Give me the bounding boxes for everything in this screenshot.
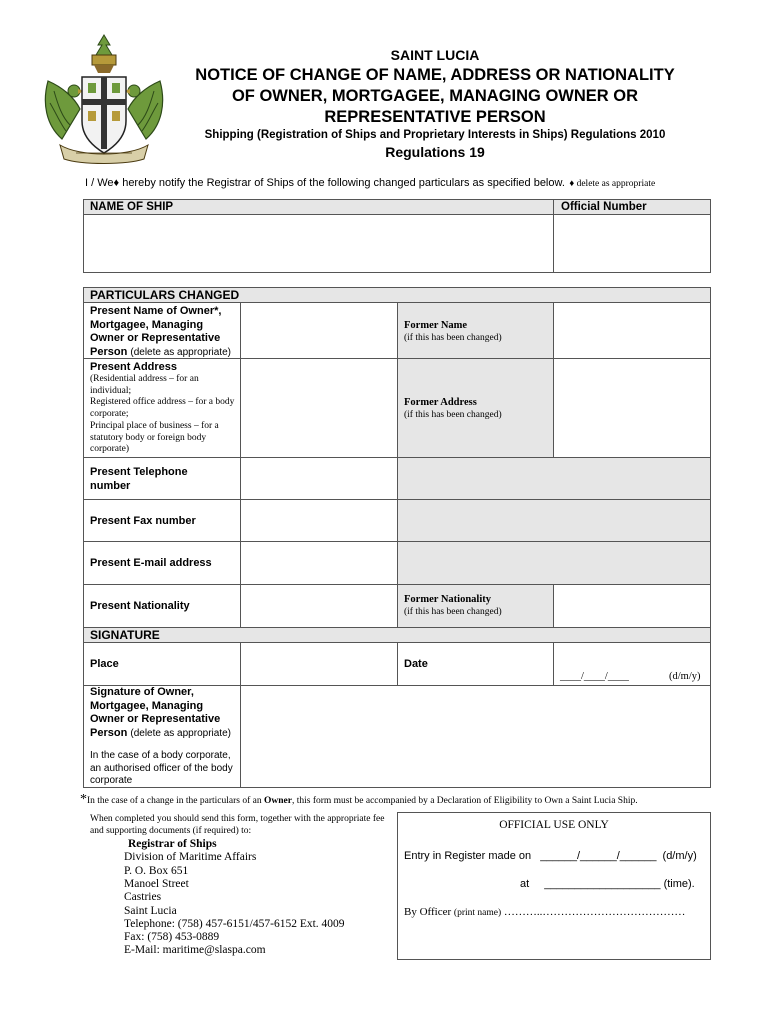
telephone-field[interactable] [241, 458, 397, 499]
address-line-5: Saint Lucia [124, 905, 177, 917]
present-address-note-1: (Residential address – for an individual; [90, 374, 199, 396]
regulations-reference: Shipping (Registration of Ships and Proprietary Interests in Ships) Regulations 2010 [204, 129, 666, 141]
ship-name-field[interactable] [84, 215, 553, 272]
registrar-name: Registrar of Ships [128, 838, 217, 850]
registry-fax: Fax: (758) 453-0889 [124, 931, 220, 943]
former-nationality-note: (if this has been changed) [404, 607, 502, 617]
email-field[interactable] [241, 542, 397, 584]
registry-email: E-Mail: maritime@slaspa.com [124, 944, 266, 956]
entry-register-format: (d/m/y) [662, 850, 697, 862]
time-label: (time). [663, 878, 695, 890]
address-line-2: P. O. Box 651 [124, 865, 189, 877]
send-instructions: When completed you should send this form, together with the appropriate fee and supporting documents (if required) to: [90, 814, 385, 836]
date-field[interactable] [554, 643, 710, 685]
time-blank[interactable]: ___________________ [544, 878, 661, 890]
time-row [520, 878, 695, 890]
officer-note: (print name) [453, 908, 502, 918]
date-format: (d/m/y) [669, 671, 701, 682]
regulation-number: Regulations 19 [385, 144, 485, 160]
officer-row [404, 906, 685, 918]
nationality-label: Present Nationality [90, 600, 190, 612]
official-number-field[interactable] [554, 215, 710, 272]
present-address-note-2: Registered office address – for a body corporate; [90, 397, 235, 419]
column-divider [397, 643, 398, 685]
corporate-officer-note: In the case of a body corporate, an authorised officer of the body corporate [90, 750, 233, 786]
present-name-label [90, 305, 238, 359]
intro-note: ♦ delete as appropriate [569, 179, 656, 189]
official-use-title: OFFICIAL USE ONLY [499, 819, 609, 831]
former-address-field[interactable] [554, 359, 710, 457]
present-address-field[interactable] [241, 359, 397, 457]
present-name-note: (delete as appropriate) [130, 346, 231, 358]
signature-header-row [84, 628, 710, 642]
nationality-field[interactable] [241, 585, 397, 627]
officer-name-dots[interactable]: ………..………………………………… [503, 906, 686, 918]
signature-field[interactable] [241, 686, 710, 787]
form-title-line2: OF OWNER, MORTGAGEE, MANAGING OWNER OR [231, 87, 639, 105]
footnote-text-before: In the case of a change in the particulars of an [87, 796, 264, 806]
former-name-label: Former Name [404, 320, 468, 331]
label-cell-bg [398, 359, 553, 457]
fax-field[interactable] [241, 500, 397, 541]
address-line-3: Manoel Street [124, 878, 189, 890]
signature-label [90, 686, 238, 740]
label-cell-bg [398, 458, 710, 499]
address-line-1: Division of Maritime Affairs [124, 851, 257, 863]
place-field[interactable] [241, 643, 397, 685]
signature-label-text: Signature of Owner, Mortgagee, Managing Owner or Representative Person [90, 686, 221, 739]
entry-register-blank[interactable]: ______/______/______ [540, 850, 657, 862]
place-label: Place [90, 658, 119, 670]
former-address-note: (if this has been changed) [404, 410, 502, 420]
label-cell-bg [398, 542, 710, 584]
footnote-text-after: , this form must be accompanied by a Declaration of Eligibility to Own a Saint Lucia Ship. [291, 796, 638, 806]
present-address-label: Present Address [90, 361, 178, 373]
former-nationality-label: Former Nationality [404, 594, 491, 605]
entry-register-label: Entry in Register made on [404, 850, 532, 862]
footnote [80, 792, 720, 808]
date-label: Date [404, 658, 428, 670]
intro-statement [85, 173, 735, 191]
coat-of-arms-emblem [40, 33, 168, 168]
date-blank: ____/____/____ [560, 671, 629, 682]
former-name-note: (if this has been changed) [404, 333, 502, 343]
present-name-field[interactable] [241, 303, 397, 358]
intro-text: I / We♦ hereby notify the Registrar of Ships of the following changed particulars as specified below. [85, 177, 565, 189]
present-address-note-3: Principal place of business – for a statutory body or foreign body corporate) [90, 421, 219, 454]
entry-register-row [404, 850, 709, 862]
present-name-text: Present Name of Owner*, Mortgagee, Managing Owner or Representative Person [90, 305, 222, 358]
officer-label: By Officer [404, 906, 452, 918]
particulars-section-label: PARTICULARS CHANGED [90, 288, 240, 302]
address-line-4: Castries [124, 891, 162, 903]
label-cell-bg [398, 500, 710, 541]
official-number-label: Official Number [561, 201, 647, 213]
ship-name-label: NAME OF SHIP [90, 201, 174, 213]
former-address-label: Former Address [404, 397, 477, 408]
footnote-bold-word: Owner [264, 796, 292, 806]
telephone-label: Present Telephone number [90, 466, 188, 492]
footnote-star: * [80, 792, 87, 807]
signature-label-note: (delete as appropriate) [130, 727, 231, 739]
at-label: at [520, 878, 530, 890]
label-cell-bg [398, 585, 553, 627]
former-nationality-field[interactable] [554, 585, 710, 627]
registry-telephone: Telephone: (758) 457-6151/457-6152 Ext. 4009 [124, 918, 345, 930]
fax-label: Present Fax number [90, 515, 196, 527]
signature-section-label: SIGNATURE [90, 628, 160, 642]
former-name-field[interactable] [554, 303, 710, 358]
form-title-line1: NOTICE OF CHANGE OF NAME, ADDRESS OR NATIONALITY [195, 66, 675, 84]
form-title-line3: REPRESENTATIVE PERSON [324, 108, 546, 126]
email-label: Present E-mail address [90, 557, 212, 569]
country-heading: SAINT LUCIA [390, 47, 480, 63]
